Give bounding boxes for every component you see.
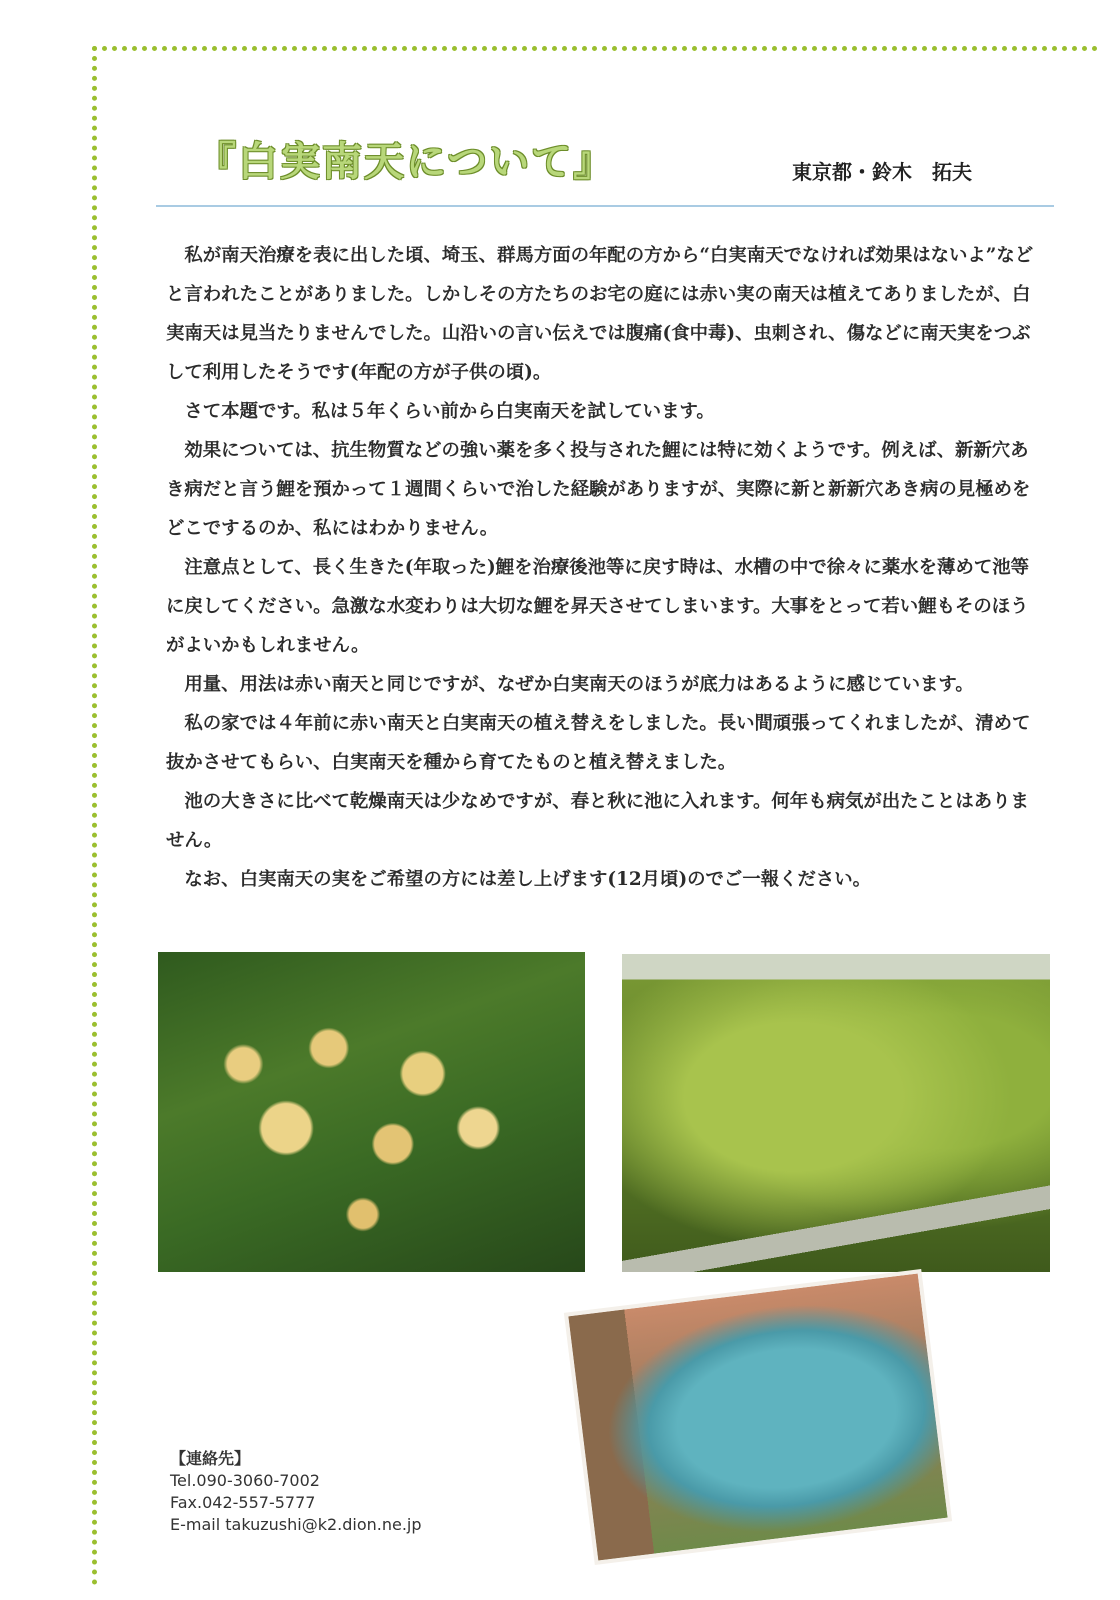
dotted-border-top <box>92 46 1098 51</box>
photo-white-nandina-berries <box>158 952 585 1272</box>
photo-blue-net-bag <box>564 1269 952 1565</box>
contact-fax: Fax.042-557-5777 <box>170 1493 316 1512</box>
title-divider <box>156 205 1054 207</box>
dotted-border-left <box>92 46 97 1586</box>
paragraph: 池の大きさに比べて乾燥南天は少なめですが、春と秋に池に入れます。何年も病気が出たことはありません。 <box>166 791 1029 851</box>
contact-heading: 【連絡先】 <box>170 1449 251 1468</box>
paragraph: なお、白実南天の実をご希望の方には差し上げます(12月頃)のでご一報ください。 <box>184 869 872 890</box>
photo-nandina-garden <box>622 954 1050 1272</box>
contact-block <box>170 1448 422 1536</box>
paragraph: 用量、用法は赤い南天と同じですが、なぜか白実南天のほうが底力はあるように感じています。 <box>184 674 974 695</box>
article-title: 『白実南天について』 <box>196 139 616 185</box>
article-author: 東京都・鈴木 拓夫 <box>792 160 972 184</box>
contact-email: E-mail takuzushi@k2.dion.ne.jp <box>170 1515 422 1534</box>
paragraph: 効果については、抗生物質などの強い薬を多く投与された鯉には特に効くようです。例えば、新新穴あき病だと言う鯉を預かって１週間くらいで治した経験がありますが、実際に新と新新穴あき病の見極めをどこでするのか、私にはわかりません。 <box>166 440 1031 539</box>
contact-tel: Tel.090-3060-7002 <box>170 1471 320 1490</box>
paragraph: 私の家では４年前に赤い南天と白実南天の植え替えをしました。長い間頑張ってくれましたが、清めて抜かさせてもらい、白実南天を種から育てたものと植え替えました。 <box>166 713 1031 773</box>
paragraph: 注意点として、長く生きた(年取った)鯉を治療後池等に戻す時は、水槽の中で徐々に薬水を薄めて池等に戻してください。急激な水変わりは大切な鯉を昇天させてしまいます。大事をとって若い鯉もそのほうがよいかもしれません。 <box>166 557 1030 656</box>
article-body <box>166 236 1046 899</box>
paragraph: さて本題です。私は５年くらい前から白実南天を試しています。 <box>184 401 715 422</box>
paragraph: 私が南天治療を表に出した頃、埼玉、群馬方面の年配の方から“白実南天でなければ効果はないよ”などと言われたことがありました。しかしその方たちのお宅の庭には赤い実の南天は植えてありましたが、白実南天は見当たりませんでした。山沿いの言い伝えでは腹痛(食中毒)、虫刺され、傷などに南天実をつぶして利用したそうです(年配の方が子供の頃)。 <box>166 245 1034 383</box>
